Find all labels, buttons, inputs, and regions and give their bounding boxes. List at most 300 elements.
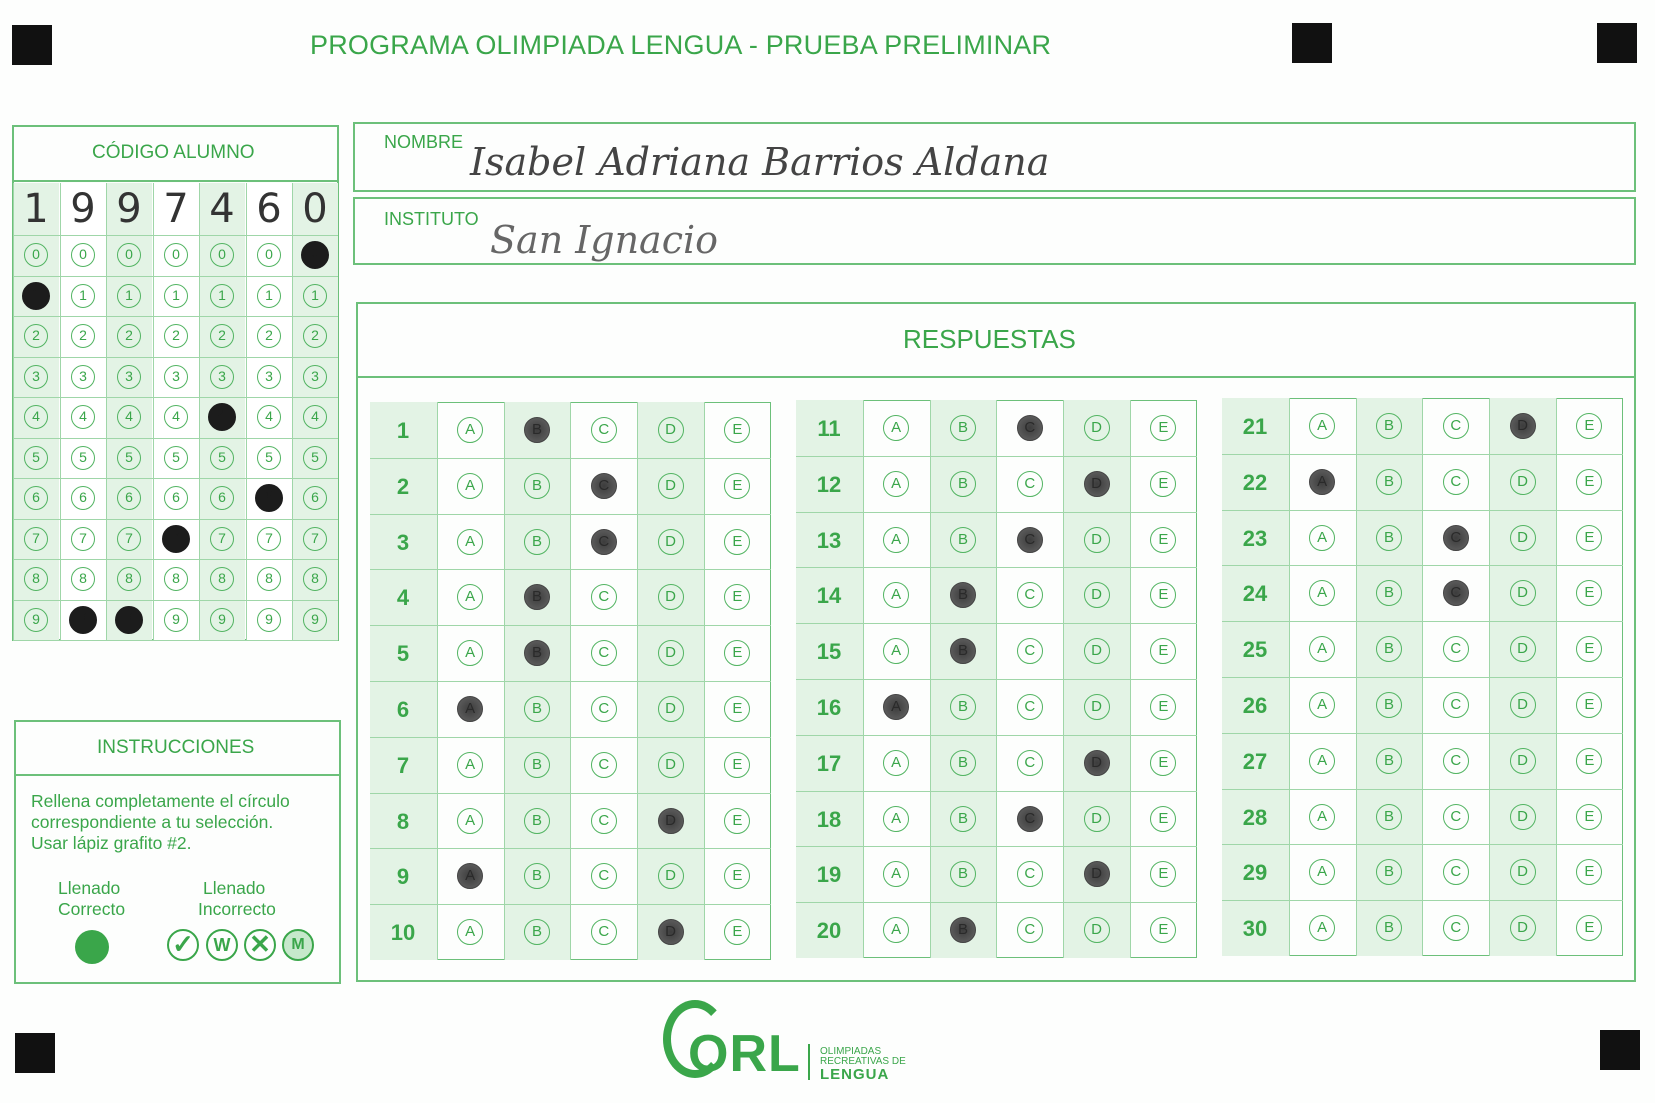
answer-bubble-a[interactable]: A [457,640,483,666]
written-digit: 9 [116,186,142,232]
answer-bubble-e[interactable]: E [724,919,750,945]
codigo-digit-bubble[interactable]: 4 [71,405,95,429]
answer-bubble-e[interactable]: E [724,473,750,499]
answer-bubble-c[interactable]: C [1017,415,1043,441]
grid-line [796,456,1197,457]
answer-bubble-b[interactable]: B [1376,469,1402,495]
codigo-digit-bubble[interactable]: 3 [257,365,281,389]
answer-bubble-b[interactable]: B [524,473,550,499]
codigo-digit-bubble[interactable]: 2 [257,324,281,348]
grid-line [370,569,771,570]
x-mark-icon: ✕ [244,929,276,961]
grid-line [292,183,293,641]
grid-line [370,904,771,905]
codigo-digit-bubble[interactable]: 9 [115,606,143,634]
answer-bubble-d[interactable]: D [1510,580,1536,606]
answer-bubble-c[interactable]: C [1443,525,1469,551]
answer-bubble-e[interactable]: E [724,808,750,834]
answer-bubble-c[interactable]: C [1443,413,1469,439]
codigo-digit-bubble[interactable]: 4 [208,403,236,431]
codigo-digit-bubble[interactable]: 7 [257,527,281,551]
answer-bubble-c[interactable]: C [591,473,617,499]
answer-bubble-d[interactable]: D [1084,638,1110,664]
answer-bubble-c[interactable]: C [1017,806,1043,832]
divider [14,774,341,776]
answer-bubble-d[interactable]: D [1510,748,1536,774]
answer-bubble-e[interactable]: E [1576,413,1602,439]
answer-bubble-e[interactable]: E [724,640,750,666]
grid-line [370,625,771,626]
codigo-alumno-label: CÓDIGO ALUMNO [92,142,255,163]
codigo-digit-bubble[interactable]: 0 [301,241,329,269]
grid-line [13,559,338,560]
answer-bubble-a[interactable]: A [1309,469,1335,495]
answer-bubble-e[interactable]: E [1150,527,1176,553]
grid-line [796,567,1197,568]
codigo-digit-bubble[interactable]: 0 [117,243,141,267]
answer-bubble-c[interactable]: C [1017,582,1043,608]
answer-bubble-a[interactable]: A [457,696,483,722]
answer-bubble-a[interactable]: A [1309,859,1335,885]
codigo-digit-bubble[interactable]: 2 [210,324,234,348]
answer-bubble-a[interactable]: A [457,808,483,834]
answer-bubble-a[interactable]: A [883,415,909,441]
answer-bubble-a[interactable]: A [1309,692,1335,718]
nombre-label: NOMBRE [384,132,464,152]
answer-bubble-e[interactable]: E [724,863,750,889]
answer-bubble-c[interactable]: C [591,696,617,722]
question-number: 13 [816,527,842,553]
answer-bubble-c[interactable]: C [1017,638,1043,664]
answer-bubble-d[interactable]: D [658,529,684,555]
answer-bubble-a[interactable]: A [1309,580,1335,606]
answer-bubble-c[interactable]: C [1443,748,1469,774]
registration-mark-top-mid [1292,23,1332,63]
grid-line [796,902,1197,903]
codigo-digit-bubble[interactable]: 7 [24,527,48,551]
answer-bubble-e[interactable]: E [1576,748,1602,774]
answer-bubble-a[interactable]: A [883,471,909,497]
answer-bubble-d[interactable]: D [1510,859,1536,885]
answer-bubble-d[interactable]: D [1510,636,1536,662]
codigo-digit-bubble[interactable]: 4 [24,405,48,429]
answer-bubble-e[interactable]: E [1576,915,1602,941]
grid-line [60,183,61,641]
question-number: 17 [816,750,842,776]
answer-bubble-e[interactable]: E [1576,525,1602,551]
answer-bubble-d[interactable]: D [658,863,684,889]
answer-bubble-b[interactable]: B [1376,748,1402,774]
question-number: 11 [817,416,841,441]
grid-line [370,793,771,794]
correct-label-2: Correcto [58,899,126,919]
grid-line [13,183,14,641]
answer-bubble-e[interactable]: E [1576,692,1602,718]
answer-bubble-d[interactable]: D [1084,694,1110,720]
answer-bubble-b[interactable]: B [1376,525,1402,551]
codigo-digit-bubble[interactable]: 6 [117,486,141,510]
codigo-digit-bubble[interactable]: 7 [162,525,190,553]
codigo-digit-bubble[interactable]: 4 [164,405,188,429]
question-number: 4 [396,585,410,611]
codigo-digit-bubble[interactable]: 2 [303,324,327,348]
answer-bubble-b[interactable]: B [524,752,550,778]
question-number: 19 [816,862,842,888]
answer-bubble-c[interactable]: C [1443,580,1469,606]
codigo-digit-bubble[interactable]: 0 [164,243,188,267]
codigo-digit-bubble[interactable]: 1 [71,284,95,308]
answer-bubble-d[interactable]: D [658,696,684,722]
answer-bubble-c[interactable]: C [591,417,617,443]
answer-bubble-e[interactable]: E [724,696,750,722]
codigo-digit-bubble[interactable]: 3 [164,365,188,389]
answer-bubble-a[interactable]: A [457,529,483,555]
answer-bubble-a[interactable]: A [457,473,483,499]
grid-line [1222,844,1623,845]
codigo-digit-bubble[interactable]: 1 [257,284,281,308]
answer-bubble-c[interactable]: C [1017,471,1043,497]
question-number: 8 [396,808,410,834]
answer-bubble-b[interactable]: B [524,584,550,610]
answer-bubble-a[interactable]: A [457,919,483,945]
answer-bubble-d[interactable]: D [1510,525,1536,551]
answer-bubble-c[interactable]: C [591,863,617,889]
answer-bubble-b[interactable]: B [524,808,550,834]
answer-bubble-e[interactable]: E [1150,861,1176,887]
codigo-digit-bubble[interactable]: 9 [164,608,188,632]
answer-bubble-e[interactable]: E [1150,415,1176,441]
answer-bubble-b[interactable]: B [1376,859,1402,885]
answer-bubble-c[interactable]: C [591,919,617,945]
codigo-digit-bubble[interactable]: 0 [257,243,281,267]
logo-letters: ORL [688,1025,801,1083]
grid-line [1222,621,1623,622]
codigo-digit-bubble[interactable]: 7 [71,527,95,551]
registration-mark-top-left [12,25,52,65]
answer-bubble-a[interactable]: A [457,863,483,889]
question-number: 7 [396,752,410,778]
grid-line [370,514,771,515]
codigo-digit-bubble[interactable]: 6 [303,486,327,510]
question-number: 30 [1242,916,1268,942]
question-number: 21 [1242,414,1268,439]
codigo-digit-bubble[interactable]: 8 [303,567,327,591]
answer-bubble-d[interactable]: D [1084,582,1110,608]
correct-label-1: Llenado [58,878,121,898]
written-digit: 6 [256,186,282,232]
answer-bubble-c[interactable]: C [591,529,617,555]
instrucciones-line-1: Rellena completamente el círculo [31,791,290,811]
grid-line [796,512,1197,513]
grid-line [796,791,1197,792]
answer-bubble-b[interactable]: B [950,694,976,720]
correct-fill-example-icon [75,930,109,964]
grid-line [153,183,154,641]
answer-bubble-b[interactable]: B [950,638,976,664]
answer-bubble-d[interactable]: D [1510,915,1536,941]
grid-line [13,397,338,398]
grid-line [13,478,338,479]
answer-bubble-b[interactable]: B [1376,692,1402,718]
answer-bubble-b[interactable]: B [950,582,976,608]
answer-bubble-c[interactable]: C [591,640,617,666]
answer-bubble-e[interactable]: E [1576,804,1602,830]
codigo-digit-bubble[interactable]: 9 [210,608,234,632]
answer-bubble-e[interactable]: E [1150,471,1176,497]
codigo-digit-bubble[interactable]: 3 [117,365,141,389]
answer-bubble-e[interactable]: E [724,529,750,555]
codigo-digit-bubble[interactable]: 3 [303,365,327,389]
codigo-digit-bubble[interactable]: 5 [71,446,95,470]
answer-bubble-a[interactable]: A [457,417,483,443]
answer-bubble-e[interactable]: E [1150,582,1176,608]
codigo-digit-bubble[interactable]: 5 [164,446,188,470]
answer-bubble-b[interactable]: B [950,806,976,832]
answer-bubble-a[interactable]: A [1309,525,1335,551]
answer-bubble-e[interactable]: E [1576,469,1602,495]
grid-line [13,276,338,277]
answer-bubble-d[interactable]: D [1084,917,1110,943]
grid-line [796,623,1197,624]
answer-bubble-e[interactable]: E [1150,750,1176,776]
codigo-digit-bubble[interactable]: 8 [71,567,95,591]
answer-bubble-d[interactable]: D [1510,804,1536,830]
answer-bubble-b[interactable]: B [950,415,976,441]
answer-bubble-d[interactable]: D [658,808,684,834]
answer-bubble-c[interactable]: C [1443,469,1469,495]
codigo-digit-bubble[interactable]: 9 [257,608,281,632]
grid-line [796,846,1197,847]
answer-bubble-c[interactable]: C [591,584,617,610]
answer-bubble-c[interactable]: C [1017,861,1043,887]
codigo-digit-bubble[interactable]: 7 [303,527,327,551]
answer-bubble-c[interactable]: C [1017,750,1043,776]
question-number: 29 [1242,860,1268,886]
answer-bubble-a[interactable]: A [1309,804,1335,830]
codigo-digit-bubble[interactable]: 3 [210,365,234,389]
codigo-digit-bubble[interactable]: 2 [164,324,188,348]
grid-line [1222,454,1623,455]
answer-bubble-d[interactable]: D [1084,471,1110,497]
answer-bubble-c[interactable]: C [1443,804,1469,830]
codigo-digit-bubble[interactable]: 8 [257,567,281,591]
grid-line [1222,677,1623,678]
question-number: 27 [1242,748,1268,774]
answer-bubble-e[interactable]: E [724,752,750,778]
answer-bubble-e[interactable]: E [724,584,750,610]
answer-bubble-d[interactable]: D [1510,413,1536,439]
answer-bubble-d[interactable]: D [658,417,684,443]
answer-bubble-b[interactable]: B [950,861,976,887]
answer-bubble-c[interactable]: C [1017,527,1043,553]
logo-line-2: RECREATIVAS DE [820,1056,906,1067]
codigo-digit-bubble[interactable]: 6 [71,486,95,510]
answer-bubble-a[interactable]: A [1309,748,1335,774]
logo-line-1: OLIMPIADAS [820,1046,882,1057]
grid-line [370,737,771,738]
question-number: 2 [396,473,410,499]
codigo-digit-bubble[interactable]: 6 [164,486,188,510]
codigo-digit-bubble[interactable]: 5 [210,446,234,470]
answer-bubble-d[interactable]: D [1084,861,1110,887]
answer-bubble-b[interactable]: B [1376,636,1402,662]
answer-bubble-c[interactable]: C [1443,692,1469,718]
answer-bubble-b[interactable]: B [524,696,550,722]
answer-bubble-c[interactable]: C [1443,859,1469,885]
grid-line [106,183,107,641]
question-number: 5 [396,641,410,667]
answer-bubble-a[interactable]: A [883,806,909,832]
codigo-digit-bubble[interactable]: 7 [117,527,141,551]
grid-line [796,679,1197,680]
codigo-digit-bubble[interactable]: 9 [69,606,97,634]
answer-bubble-e[interactable]: E [1576,580,1602,606]
answer-bubble-d[interactable]: D [658,584,684,610]
codigo-digit-bubble[interactable]: 2 [71,324,95,348]
answer-bubble-b[interactable]: B [950,471,976,497]
codigo-digit-bubble[interactable]: 0 [71,243,95,267]
answer-bubble-d[interactable]: D [1510,692,1536,718]
codigo-digit-bubble[interactable]: 1 [164,284,188,308]
codigo-digit-bubble[interactable]: 1 [22,282,50,310]
codigo-digit-bubble[interactable]: 5 [303,446,327,470]
answer-bubble-d[interactable]: D [658,752,684,778]
answer-bubble-c[interactable]: C [1017,694,1043,720]
answer-bubble-e[interactable]: E [1576,859,1602,885]
codigo-digit-bubble[interactable]: 6 [210,486,234,510]
orl-logo [660,1000,940,1090]
codigo-digit-bubble[interactable]: 6 [255,484,283,512]
answer-bubble-b[interactable]: B [1376,580,1402,606]
registration-mark-top-right [1597,23,1637,63]
codigo-digit-bubble[interactable]: 5 [117,446,141,470]
answer-bubble-d[interactable]: D [658,919,684,945]
answer-bubble-a[interactable]: A [1309,915,1335,941]
answer-bubble-b[interactable]: B [1376,804,1402,830]
answer-bubble-a[interactable]: A [457,584,483,610]
codigo-digit-bubble[interactable]: 8 [117,567,141,591]
page-title: PROGRAMA OLIMPIADA LENGUA - PRUEBA PRELIMINAR [310,30,1052,60]
answer-bubble-b[interactable]: B [1376,915,1402,941]
answer-bubble-a[interactable]: A [1309,413,1335,439]
answer-bubble-d[interactable]: D [658,473,684,499]
codigo-digit-bubble[interactable]: 1 [117,284,141,308]
answer-bubble-b[interactable]: B [950,917,976,943]
codigo-digit-bubble[interactable]: 3 [24,365,48,389]
question-number: 15 [816,639,842,665]
codigo-digit-bubble[interactable]: 4 [257,405,281,429]
divider [12,180,339,182]
codigo-digit-bubble[interactable]: 6 [24,486,48,510]
logo-divider [808,1044,810,1080]
codigo-digit-bubble[interactable]: 1 [303,284,327,308]
codigo-digit-bubble[interactable]: 9 [303,608,327,632]
codigo-digit-bubble[interactable]: 5 [257,446,281,470]
codigo-digit-bubble[interactable]: 9 [24,608,48,632]
answer-bubble-c[interactable]: C [1017,917,1043,943]
grid-line [13,235,338,236]
answer-bubble-c[interactable]: C [1443,915,1469,941]
answer-bubble-e[interactable]: E [1150,638,1176,664]
codigo-digit-bubble[interactable]: 4 [117,405,141,429]
grid-line [13,519,338,520]
instituto-value: San Ignacio [490,218,719,262]
codigo-digit-bubble[interactable]: 3 [71,365,95,389]
codigo-digit-bubble[interactable]: 2 [117,324,141,348]
codigo-digit-bubble[interactable]: 8 [24,567,48,591]
codigo-digit-bubble[interactable]: 4 [303,405,327,429]
answer-bubble-a[interactable]: A [883,750,909,776]
codigo-digit-bubble[interactable]: 8 [210,567,234,591]
codigo-digit-bubble[interactable]: 8 [164,567,188,591]
answer-bubble-c[interactable]: C [1443,636,1469,662]
grid-line [370,681,771,682]
answer-bubble-a[interactable]: A [883,694,909,720]
codigo-digit-bubble[interactable]: 0 [210,243,234,267]
codigo-digit-bubble[interactable]: 0 [24,243,48,267]
respuestas-title: RESPUESTAS [903,324,1076,354]
answer-bubble-d[interactable]: D [1510,469,1536,495]
answer-bubble-b[interactable]: B [950,750,976,776]
grid-line [13,640,338,641]
answer-bubble-b[interactable]: B [524,640,550,666]
answer-bubble-d[interactable]: D [1084,806,1110,832]
answer-bubble-a[interactable]: A [883,861,909,887]
answer-bubble-a[interactable]: A [883,917,909,943]
answer-bubble-a[interactable]: A [883,582,909,608]
incorrect-label-1: Llenado [203,878,266,898]
answer-bubble-e[interactable]: E [1150,917,1176,943]
answer-bubble-a[interactable]: A [883,638,909,664]
answer-bubble-e[interactable]: E [724,417,750,443]
answer-bubble-d[interactable]: D [658,640,684,666]
answer-bubble-a[interactable]: A [457,752,483,778]
question-number: 1 [396,418,410,443]
written-digit: 4 [209,186,235,232]
answer-bubble-a[interactable]: A [883,527,909,553]
answer-bubble-d[interactable]: D [1084,527,1110,553]
question-number: 18 [816,806,842,832]
answer-bubble-d[interactable]: D [1084,750,1110,776]
answer-bubble-e[interactable]: E [1150,806,1176,832]
answer-bubble-c[interactable]: C [591,808,617,834]
answer-bubble-b[interactable]: B [524,919,550,945]
answer-bubble-d[interactable]: D [1084,415,1110,441]
codigo-digit-bubble[interactable]: 2 [24,324,48,348]
answer-bubble-c[interactable]: C [591,752,617,778]
answer-bubble-a[interactable]: A [1309,636,1335,662]
question-number: 26 [1242,693,1268,718]
codigo-digit-bubble[interactable]: 5 [24,446,48,470]
question-number: 6 [396,697,410,722]
question-number: 23 [1242,525,1268,551]
answer-bubble-b[interactable]: B [524,529,550,555]
answer-bubble-e[interactable]: E [1150,694,1176,720]
codigo-digit-bubble[interactable]: 7 [210,527,234,551]
instituto-label: INSTITUTO [384,209,479,229]
answer-bubble-b[interactable]: B [1376,413,1402,439]
answer-bubble-b[interactable]: B [524,863,550,889]
grid-line [1222,510,1623,511]
codigo-digit-bubble[interactable]: 1 [210,284,234,308]
answer-bubble-e[interactable]: E [1576,636,1602,662]
grid-line [13,438,338,439]
answer-bubble-b[interactable]: B [950,527,976,553]
question-number: 9 [396,864,410,890]
answer-bubble-b[interactable]: B [524,417,550,443]
question-number: 20 [816,918,842,944]
grid-line [199,183,200,641]
